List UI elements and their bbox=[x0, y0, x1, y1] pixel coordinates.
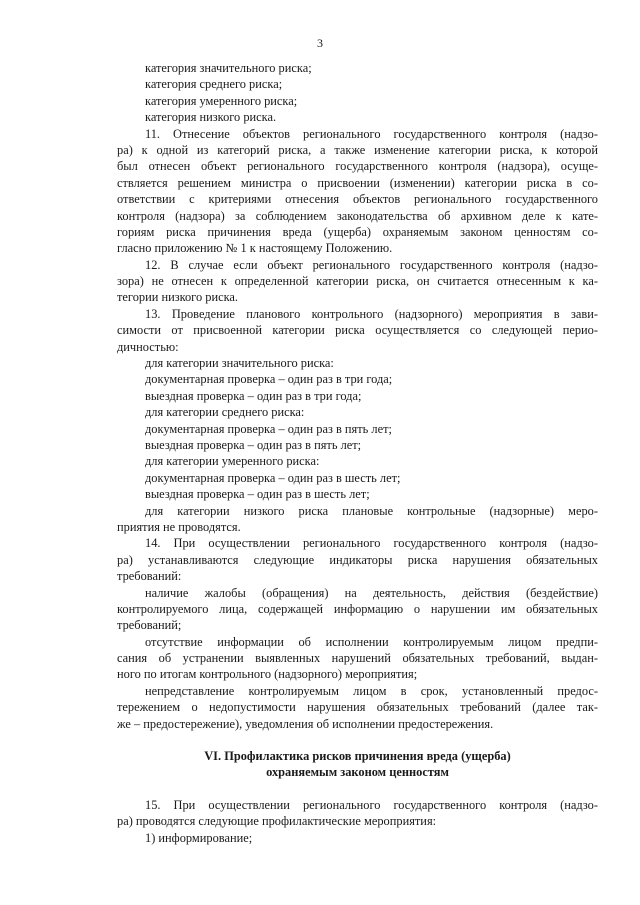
text-line: категория значительного риска; bbox=[145, 61, 312, 75]
text-line: категория среднего риска; bbox=[145, 77, 283, 92]
text-line: документарная проверка – один раз в шесть лет; bbox=[145, 470, 401, 485]
text-line: категория умеренного риска; bbox=[145, 93, 298, 108]
text-line: гласно приложению № 1 к настоящему Положению. bbox=[117, 241, 393, 256]
text-line: категория низкого риска. bbox=[145, 110, 277, 125]
text-line: ответствии с критериями отнесения объектов регионального государственного bbox=[117, 192, 598, 207]
text-line: для категории среднего риска: bbox=[145, 405, 305, 420]
page-number: 3 bbox=[317, 36, 323, 50]
document-body bbox=[117, 60, 598, 846]
text-line: 15. При осуществлении регионального государственного контроля (надзо- bbox=[145, 797, 598, 812]
text-line: документарная проверка – один раз в три года; bbox=[145, 372, 393, 387]
text-line: 11. Отнесение объектов регионального государственного контроля (надзо- bbox=[145, 126, 598, 141]
text-line: гориям риска причинения вреда (ущерба) охраняемым законом ценностям со- bbox=[117, 224, 598, 239]
text-line: контролируемого лица, содержащей информацию о нарушении им обязательных bbox=[117, 601, 598, 616]
text-line: сания об устранении выявленных нарушений обязательных требований, выдан- bbox=[117, 651, 598, 666]
text-line: 12. В случае если объект регионального государственного контроля (надзо- bbox=[145, 257, 598, 272]
text-line: выездная проверка – один раз в шесть лет; bbox=[145, 487, 370, 502]
text-line: наличие жалобы (обращения) на деятельность, действия (бездействие) bbox=[145, 585, 598, 600]
text-line: контроля (надзора) за соблюдением законодательства об архивном деле к кате- bbox=[117, 208, 598, 223]
text-line: симости от присвоенной категории риска осуществляется со следующей перио- bbox=[117, 323, 598, 338]
text-line: 1) информирование; bbox=[145, 830, 253, 845]
text-line: для категории умеренного риска: bbox=[145, 454, 320, 469]
text-line: 14. При осуществлении регионального государственного контроля (надзо- bbox=[145, 536, 598, 551]
text-line: требований; bbox=[117, 618, 182, 633]
text-line: 13. Проведение планового контрольного (надзорного) мероприятия в зави- bbox=[145, 306, 598, 321]
text-line: для категории значительного риска: bbox=[145, 356, 334, 371]
text-line: был отнесен объект регионального государственного контроля (надзора), осуще- bbox=[117, 159, 598, 174]
text-line: ра) проводятся следующие профилактические мероприятия: bbox=[117, 814, 437, 829]
text-line: выездная проверка – один раз в три года; bbox=[145, 388, 362, 403]
text-line: для категории низкого риска плановые контрольные (надзорные) меро- bbox=[145, 503, 598, 518]
text-line: зора) не отнесен к определенной категории риска, он считается отнесенным к ка- bbox=[117, 274, 598, 289]
section-heading-line: VI. Профилактика рисков причинения вреда (ущерба) bbox=[204, 749, 511, 764]
text-line: же – предостережение), уведомления об исполнении предостережения. bbox=[117, 716, 494, 731]
text-line: тегории низкого риска. bbox=[117, 290, 239, 305]
text-line: ствляется решением министра о присвоении (изменении) категории риска в со- bbox=[117, 175, 598, 190]
text-line: документарная проверка – один раз в пять лет; bbox=[145, 421, 392, 436]
text-line: ра) к одной из категорий риска, а также изменение категории риска, к которой bbox=[117, 142, 598, 157]
text-line: отсутствие информации об исполнении контролируемым лицом предпи- bbox=[145, 634, 598, 649]
text-line: дичностью: bbox=[117, 339, 179, 354]
spacer bbox=[117, 781, 598, 797]
text-line: ра) устанавливаются следующие индикаторы риска нарушения обязательных bbox=[117, 552, 598, 567]
text-line: требований: bbox=[117, 569, 182, 584]
spacer bbox=[117, 732, 598, 748]
text-line: непредставление контролируемым лицом в срок, установленный предос- bbox=[145, 683, 598, 698]
text-line: ного по итогам контрольного (надзорного) мероприятия; bbox=[117, 667, 418, 682]
text-line: выездная проверка – один раз в пять лет; bbox=[145, 437, 362, 452]
text-line: тережением о недопустимости нарушения обязательных требований (далее так- bbox=[117, 700, 598, 715]
section-heading-line: охраняемым законом ценностям bbox=[266, 765, 449, 780]
text-line: приятия не проводятся. bbox=[117, 519, 241, 534]
